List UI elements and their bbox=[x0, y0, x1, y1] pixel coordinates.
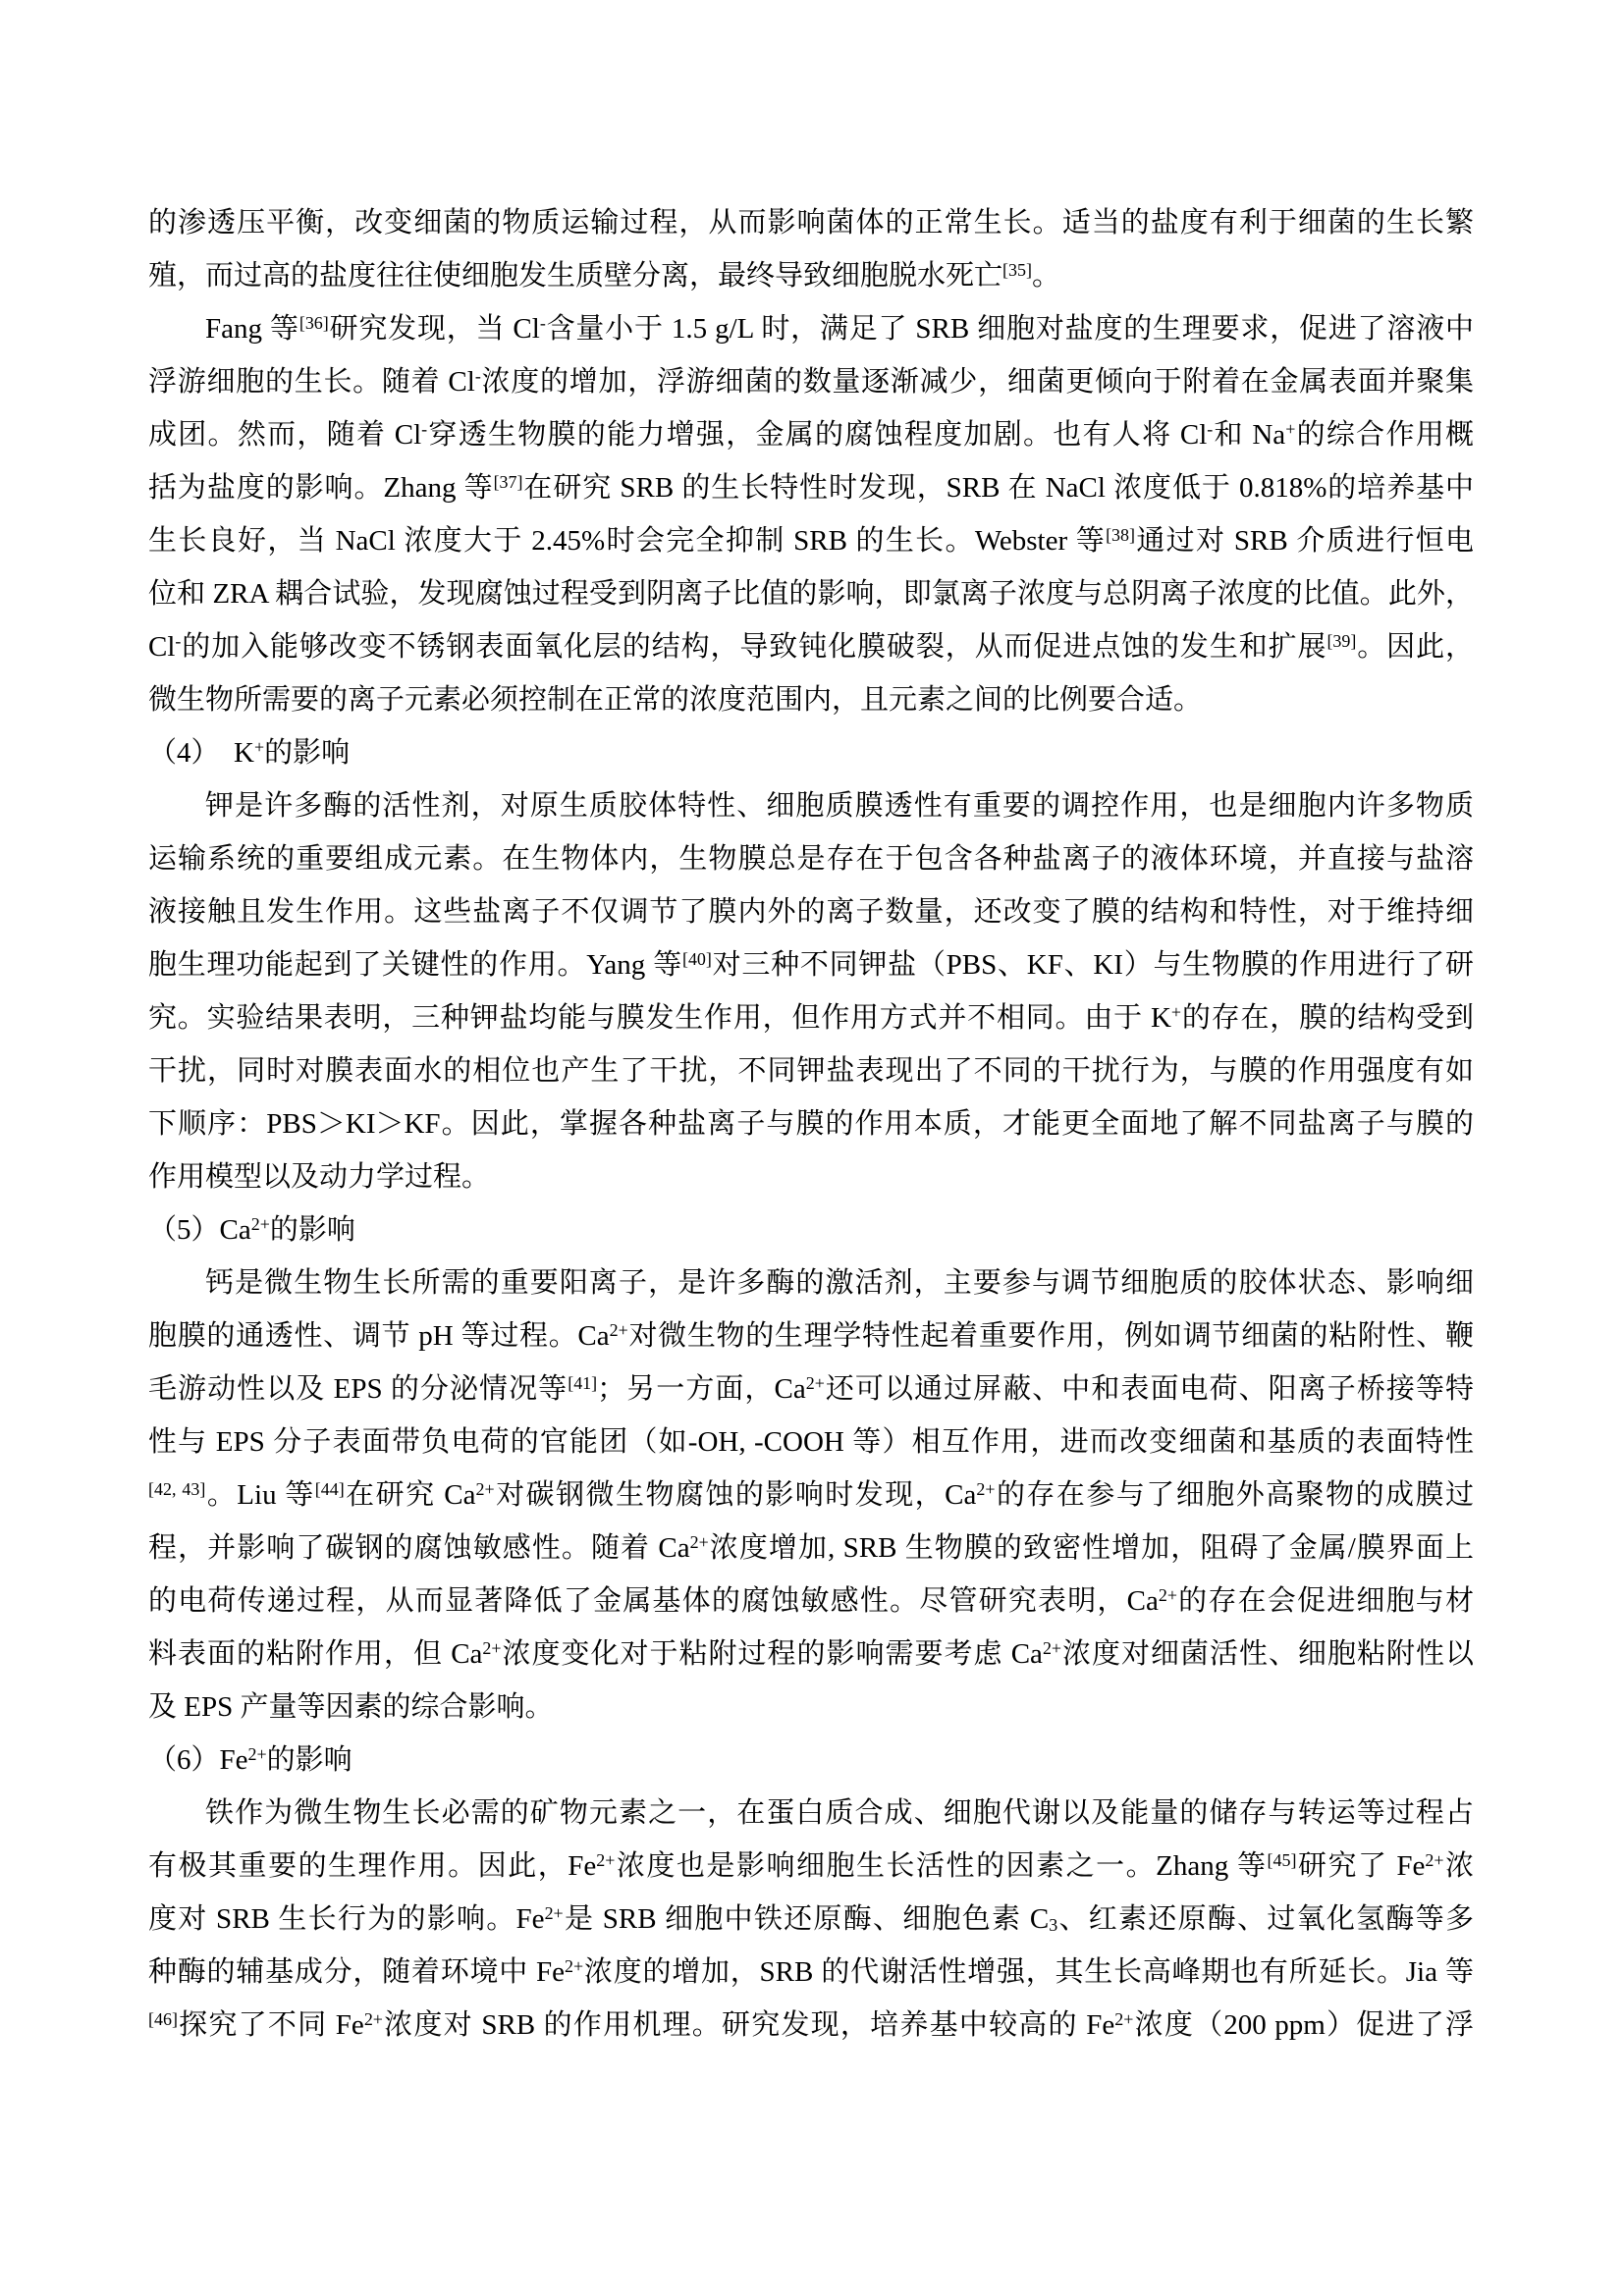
text-line: 钙是微生物生长所需的重要阳离子，是许多酶的激活剂，主要参与调节细胞质的胶体状态、影响细 bbox=[205, 1267, 1474, 1299]
document-page bbox=[148, 196, 1474, 2052]
text-line: 种酶的辅基成分，随着环境中 $Fe^{2+}$浓度的增加，SRB 的代谢活性增强，其生长高峰期也有所延长。Jia 等 bbox=[148, 1956, 1474, 1988]
text-line: 究。实验结果表明，三种钾盐均能与膜发生作用，但作用方式并不相同。由于 K+的存在，膜的结构受到 bbox=[148, 1002, 1474, 1034]
paragraph bbox=[148, 196, 1474, 302]
text-line: 运输系统的重要组成元素。在生物体内，生物膜总是存在于包含各种盐离子的液体环境，并直接与盐溶 bbox=[148, 843, 1474, 875]
section-heading bbox=[148, 1203, 1474, 1256]
section-heading bbox=[148, 726, 1474, 779]
text-line: 程，并影响了碳钢的腐蚀敏感性。随着 $Ca^{2+}$浓度增加, SRB 生物膜的致密性增加，阻碍了金属/膜界面上 bbox=[148, 1532, 1475, 1564]
paragraph bbox=[148, 779, 1474, 1203]
text-line: 度对 SRB 生长行为的影响。$Fe^{2+}$是 SRB 细胞中铁还原酶、细胞色素 $C_3$、红素还原酶、过氧化氢酶等多 bbox=[148, 1903, 1474, 1936]
text-line: 毛游动性以及 EPS 的分泌情况等[41]；另一方面，$Ca^{2+}$还可以通过屏蔽、中和表面电荷、阳离子桥接等特 bbox=[148, 1373, 1474, 1405]
heading-line: $(5)Ca^{2+}$的影响 bbox=[148, 1214, 355, 1246]
text-line: 干扰，同时对膜表面水的相位也产生了干扰，不同钾盐表现出了不同的干扰行为，与膜的作用强度有如 bbox=[148, 1055, 1474, 1087]
text-line: Fang 等[36]研究发现，当 Cl-含量小于 1.5 g/L 时，满足了 SRB 细胞对盐度的生理要求，促进了溶液中 bbox=[205, 313, 1474, 345]
text-line: 液接触且发生作用。这些盐离子不仅调节了膜内外的离子数量，还改变了膜的结构和特性，对于维持细 bbox=[148, 896, 1474, 928]
text-line: 浮游细胞的生长。随着 Cl-浓度的增加，浮游细菌的数量逐渐减少，细菌更倾向于附着在金属表面并聚集 bbox=[148, 366, 1474, 398]
text-line: 的渗透压平衡，改变细菌的物质运输过程，从而影响菌体的正常生长。适当的盐度有利于细菌的生长繁 bbox=[148, 207, 1474, 239]
text-line: 括为盐度的影响。Zhang 等[37]在研究 SRB 的生长特性时发现，SRB 在 NaCl 浓度低于 0.818%的培养基中 bbox=[148, 472, 1474, 504]
text-line: [46]探究了不同 $Fe^{2+}$浓度对 SRB 的作用机理。研究发现，培养基中较高的 $Fe^{2+}$浓度（200 ppm）促进了浮 bbox=[148, 2009, 1474, 2041]
text-line: [42, 43]。Liu 等[44]在研究 $Ca^{2+}$对碳钢微生物腐蚀的影响时发现，$Ca^{2+}$的存在参与了细胞外高聚物的成膜过 bbox=[148, 1479, 1474, 1511]
paragraph bbox=[148, 302, 1474, 726]
heading-line: $(6)Fe^{2+}$的影响 bbox=[148, 1744, 352, 1776]
section-heading bbox=[148, 1734, 1474, 1787]
paragraph bbox=[148, 1256, 1474, 1734]
text-line: 胞膜的通透性、调节 pH 等过程。$Ca^{2+}$对微生物的生理学特性起着重要作用，例如调节细菌的粘附性、鞭 bbox=[148, 1320, 1474, 1352]
text-line: 的电荷传递过程，从而显著降低了金属基体的腐蚀敏感性。尽管研究表明，$Ca^{2+}$的存在会促进细胞与材 bbox=[148, 1585, 1474, 1617]
text-line: 钾是许多酶的活性剂，对原生质胶体特性、细胞质膜透性有重要的调控作用，也是细胞内许多物质 bbox=[205, 790, 1474, 822]
text-line: 有极其重要的生理作用。因此，$Fe^{2+}$浓度也是影响细胞生长活性的因素之一。Zhang 等[45]研究了 $Fe^{2+}$浓 bbox=[148, 1850, 1474, 1882]
text-line: 生长良好，当 NaCl 浓度大于 2.45%时会完全抑制 SRB 的生长。Webster 等[38]通过对 SRB 介质进行恒电 bbox=[148, 525, 1474, 557]
heading-line: （4） K+的影响 bbox=[148, 737, 351, 769]
paragraph bbox=[148, 1787, 1474, 2052]
text-line: 铁作为微生物生长必需的矿物元素之一，在蛋白质合成、细胞代谢以及能量的储存与转运等过程占 bbox=[205, 1797, 1474, 1829]
text-line: 及 EPS 产量等因素的综合影响。 bbox=[148, 1691, 554, 1723]
text-line: Cl-的加入能够改变不锈钢表面氧化层的结构，导致钝化膜破裂，从而促进点蚀的发生和扩展[39]。因此， bbox=[148, 631, 1474, 663]
text-line: 微生物所需要的离子元素必须控制在正常的浓度范围内，且元素之间的比例要合适。 bbox=[148, 684, 1203, 716]
text-line: 成团。然而，随着 Cl-穿透生物膜的能力增强，金属的腐蚀程度加剧。也有人将 Cl-和 Na+的综合作用概 bbox=[148, 419, 1474, 451]
text-line: 作用模型以及动力学过程。 bbox=[148, 1161, 491, 1193]
text-line: 下顺序：PBS＞KI＞KF。因此，掌握各种盐离子与膜的作用本质，才能更全面地了解不同盐离子与膜的 bbox=[148, 1108, 1474, 1140]
text-line: 殖，而过高的盐度往往使细胞发生质壁分离，最终导致细胞脱水死亡[35]。 bbox=[148, 260, 1060, 292]
text-line: 性与 EPS 分子表面带负电荷的官能团（如-OH, -COOH 等）相互作用，进而改变细菌和基质的表面特性 bbox=[148, 1426, 1474, 1458]
text-line: 料表面的粘附作用，但 $Ca^{2+}$浓度变化对于粘附过程的影响需要考虑 $Ca^{2+}$浓度对细菌活性、细胞粘附性以 bbox=[148, 1638, 1474, 1670]
text-line: 胞生理功能起到了关键性的作用。Yang 等[40]对三种不同钾盐（PBS、KF、KI）与生物膜的作用进行了研 bbox=[148, 949, 1474, 981]
text-line: 位和 ZRA 耦合试验，发现腐蚀过程受到阴离子比值的影响，即氯离子浓度与总阴离子浓度的比值。此外， bbox=[148, 578, 1474, 610]
